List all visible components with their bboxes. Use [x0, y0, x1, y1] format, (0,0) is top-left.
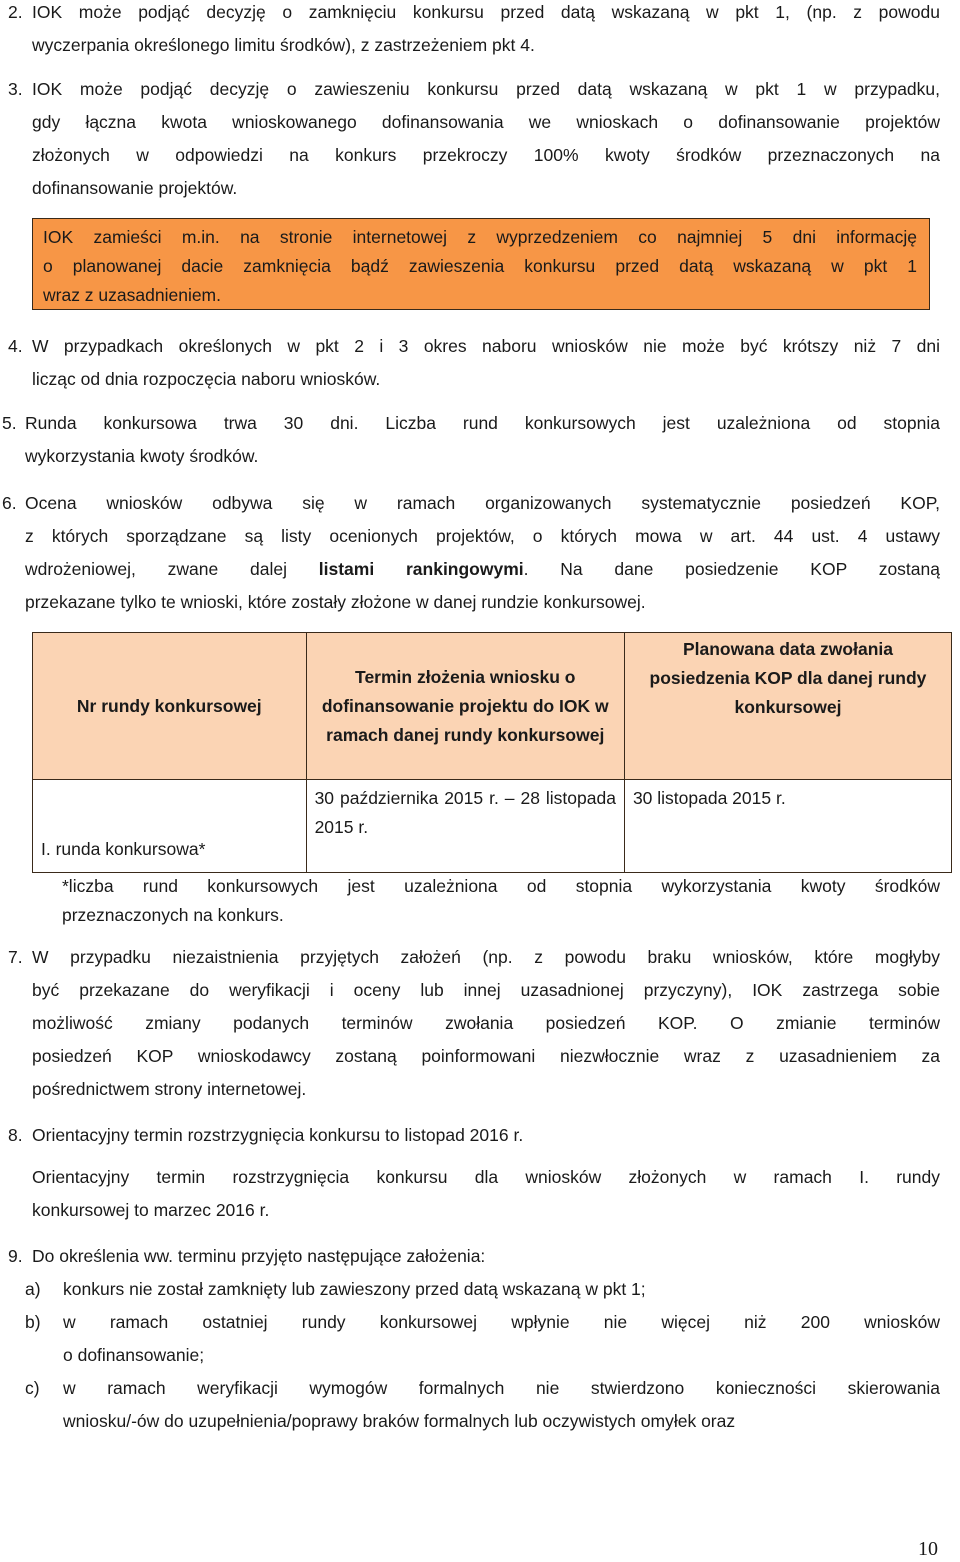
paragraph-line: IOK może podjąć decyzję o zamknięciu konkursu przed datą wskazaną w pkt 1, (np. z powodu — [32, 2, 940, 22]
list-line: konkurs nie został zamknięty lub zawieszony przed datą wskazaną w pkt 1; — [63, 1279, 646, 1299]
list-item-a — [0, 1273, 940, 1306]
paragraph-5 — [0, 407, 940, 473]
table-header-row — [33, 633, 952, 780]
paragraph-line: dofinansowanie projektów. — [32, 178, 238, 198]
paragraph-number: 9. — [8, 1246, 23, 1266]
list-line: wniosku/-ów do uzupełnienia/poprawy braków formalnych lub oczywistych omyłek oraz — [63, 1411, 736, 1431]
paragraph-line: złożonych w odpowiedzi na konkurs przekroczy 100% kwoty środków przeznaczonych na — [32, 145, 940, 165]
paragraph-7 — [0, 941, 940, 1106]
paragraph-line: wykorzystania kwoty środków. — [25, 446, 259, 466]
paragraph-number: 6. — [2, 493, 17, 513]
paragraph-line: być przekazane do weryfikacji i oceny lub innej uzasadnionej przyczyny), IOK zastrzega sobie — [32, 980, 940, 1000]
paragraph-line: W przypadkach określonych w pkt 2 i 3 okres naboru wniosków nie może być krótszy niż 7 dni — [32, 336, 940, 356]
table-cell-deadline: 30 października 2015 r. – 28 listopada 2015 r. — [306, 780, 624, 873]
table-row — [33, 780, 952, 873]
page-number: 10 — [918, 1538, 938, 1560]
paragraph-line: IOK może podjąć decyzję o zawieszeniu konkursu przed datą wskazaną w pkt 1 w przypadku, — [32, 79, 940, 99]
paragraph-number: 8. — [8, 1125, 23, 1145]
paragraph-6 — [0, 487, 940, 619]
paragraph-number: 2. — [8, 2, 23, 22]
paragraph-line: możliwość zmiany podanych terminów zwołania posiedzeń KOP. O zmianie terminów — [32, 1013, 940, 1033]
footnote-line: przeznaczonych na konkurs. — [62, 905, 284, 925]
paragraph-line: pośrednictwem strony internetowej. — [32, 1079, 307, 1099]
paragraph-number: 3. — [8, 79, 23, 99]
paragraph-line: Runda konkursowa trwa 30 dni. Liczba rund konkursowych jest uzależniona od stopnia — [25, 413, 940, 433]
table-cell-kop-date: 30 listopada 2015 r. — [624, 780, 951, 873]
highlight-box — [32, 218, 930, 310]
paragraph-line: wyczerpania określonego limitu środków), z zastrzeżeniem pkt 4. — [32, 35, 535, 55]
paragraph-number: 5. — [2, 413, 17, 433]
highlight-line: IOK zamieści m.in. na stronie internetowej z wyprzedzeniem co najmniej 5 dni informację — [43, 227, 917, 247]
rounds-table — [32, 632, 952, 873]
text-run: . Na dane posiedzenie KOP zostaną — [523, 559, 940, 579]
paragraph-number: 7. — [8, 947, 23, 967]
paragraph-line: licząc od dnia rozpoczęcia naboru wniosków. — [32, 369, 381, 389]
paragraph-line: Orientacyjny termin rozstrzygnięcia konkursu dla wniosków złożonych w ramach I. rundy — [32, 1167, 940, 1187]
paragraph-line: Ocena wniosków odbywa się w ramach organizowanych systematycznie posiedzeń KOP, — [25, 493, 940, 513]
paragraph-2 — [0, 0, 940, 62]
bold-term: listami rankingowymi — [318, 559, 524, 579]
list-item-b — [0, 1306, 940, 1372]
table-header-cell: Termin złożenia wniosku o dofinansowanie projektu do IOK w ramach danej rundy konkursowej — [306, 633, 624, 780]
list-line: w ramach ostatniej rundy konkursowej wpłynie nie więcej niż 200 wniosków — [63, 1312, 940, 1332]
paragraph-line — [25, 553, 940, 586]
paragraph-line: gdy łączna kwota wnioskowanego dofinansowania we wnioskach o dofinansowanie projektów — [32, 112, 940, 132]
table-footnote — [62, 872, 940, 930]
paragraph-line: posiedzeń KOP wnioskodawcy zostaną poinformowani niezwłocznie wraz z uzasadnieniem za — [32, 1046, 940, 1066]
list-label: b) — [25, 1312, 41, 1332]
list-label: c) — [25, 1378, 40, 1398]
text-run: wdrożeniowej, zwane dalej — [25, 559, 319, 579]
highlight-line: wraz z uzasadnieniem. — [43, 285, 221, 305]
paragraph-line: przekazane tylko te wnioski, które zostały złożone w danej rundzie konkursowej. — [25, 592, 646, 612]
paragraph-3 — [0, 73, 940, 205]
table-header-cell: Planowana data zwołania posiedzenia KOP dla danej rundy konkursowej — [624, 633, 951, 780]
paragraph-number: 4. — [8, 336, 23, 356]
list-line: w ramach weryfikacji wymogów formalnych nie stwierdzono konieczności skierowania — [63, 1378, 940, 1398]
table-cell-round: I. runda konkursowa* — [33, 780, 307, 873]
paragraph-line: Do określenia ww. terminu przyjęto następujące założenia: — [32, 1246, 486, 1266]
table-header-cell: Nr rundy konkursowej — [33, 633, 307, 780]
paragraph-4 — [0, 330, 940, 396]
paragraph-line: W przypadku niezaistnienia przyjętych założeń (np. z powodu braku wniosków, które mogłyby — [32, 947, 940, 967]
paragraph-8 — [0, 1119, 940, 1227]
paragraph-9 — [0, 1240, 940, 1273]
paragraph-line: z których sporządzane są listy ocenionych projektów, o których mowa w art. 44 ust. 4 ustawy — [25, 526, 940, 546]
list-line: o dofinansowanie; — [63, 1345, 205, 1365]
list-label: a) — [25, 1279, 41, 1299]
paragraph-line: Orientacyjny termin rozstrzygnięcia konkursu to listopad 2016 r. — [32, 1125, 524, 1145]
list-item-c — [0, 1372, 940, 1438]
footnote-line: *liczba rund konkursowych jest uzależniona od stopnia wykorzystania kwoty środków — [62, 876, 940, 896]
paragraph-line: konkursowej to marzec 2016 r. — [32, 1200, 270, 1220]
highlight-line: o planowanej dacie zamknięcia bądź zawieszenia konkursu przed datą wskazaną w pkt 1 — [43, 256, 917, 276]
